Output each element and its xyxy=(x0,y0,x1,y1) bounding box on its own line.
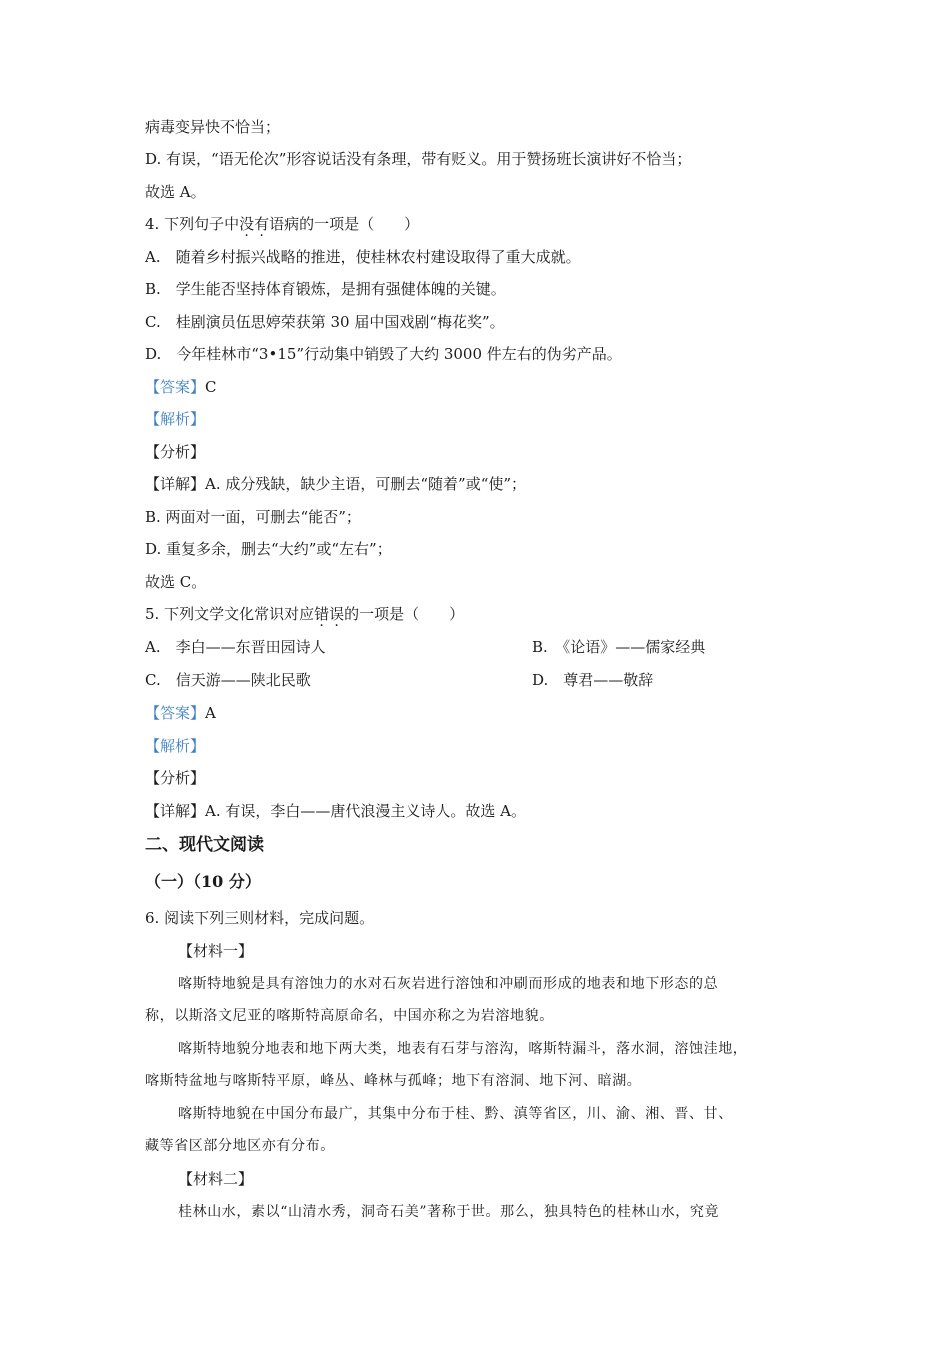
material-text-line: 称，以斯洛文尼亚的喀斯特高原命名，中国亦称之为岩溶地貌。 xyxy=(145,1008,554,1024)
material-text-line: 藏等省区部分地区亦有分布。 xyxy=(145,1138,335,1154)
text-line: 故选 A。 xyxy=(145,183,206,201)
answer-value: A xyxy=(205,704,216,722)
material-text-line: 喀斯特地貌分地表和地下两大类，地表有石芽与溶沟，喀斯特漏斗，落水洞，溶蚀洼地， xyxy=(178,1041,748,1057)
text-line: D. 有误，“语无伦次”形容说话没有条理，带有贬义。用于赞扬班长演讲好不恰当； xyxy=(145,150,692,168)
question-5-option-b: B. 《论语》——儒家经典 xyxy=(532,638,706,656)
question-4-stem: 4. 下列句子中没有语病的一项是（ ） xyxy=(145,215,420,233)
section-heading: 二、现代文阅读 xyxy=(145,835,264,855)
question-5-detail: 【详解】A. 有误，李白——唐代浪漫主义诗人。故选 A。 xyxy=(145,802,526,820)
question-4-option-c: C. 桂剧演员伍思婷荣获第 30 届中国戏剧“梅花奖”。 xyxy=(145,313,505,331)
material-text-line: 喀斯特地貌在中国分布最广，其集中分布于桂、黔、滇等省区，川、渝、湘、晋、甘、 xyxy=(178,1106,733,1122)
answer-label: 【答案】 xyxy=(145,378,206,396)
question-5-option-d: D. 尊君——敬辞 xyxy=(532,671,654,689)
answer-value: C xyxy=(205,378,217,396)
question-5-option-c: C. 信天游——陕北民歌 xyxy=(145,671,311,689)
question-4-option-a: A. 随着乡村振兴战略的推进，使桂林农村建设取得了重大成就。 xyxy=(145,248,581,266)
question-4-conclusion: 故选 C。 xyxy=(145,573,207,591)
question-4-detail: 【详解】A. 成分残缺，缺少主语，可删去“随着”或“使”； xyxy=(145,475,527,493)
question-4-detail: D. 重复多余，删去“大约”或“左右”； xyxy=(145,540,392,558)
question-4-answer xyxy=(145,377,217,397)
material-text-line: 喀斯特地貌是具有溶蚀力的水对石灰岩进行溶蚀和冲刷而形成的地表和地下形态的总 xyxy=(178,976,719,992)
emphasis-dot-char: 误 xyxy=(329,605,345,623)
question-5-stem: 5. 下列文学文化常识对应错误的一项是（ ） xyxy=(145,605,465,623)
question-4-option-d: D. 今年桂林市“3•15”行动集中销毁了大约 3000 件左右的伪劣产品。 xyxy=(145,345,622,363)
material-2-title: 【材料二】 xyxy=(178,1170,254,1188)
material-1-title: 【材料一】 xyxy=(178,942,254,960)
material-text-line: 桂林山水，素以“山清水秀，洞奇石美”著称于世。那么，独具特色的桂林山水，究竟 xyxy=(178,1204,720,1220)
material-text-line: 喀斯特盆地与喀斯特平原，峰丛、峰林与孤峰；地下有溶洞、地下河、暗湖。 xyxy=(145,1073,642,1089)
emphasis-dot-char: 没 xyxy=(239,215,255,233)
text-line: 病毒变异快不恰当； xyxy=(145,118,281,136)
question-4-analysis-label: 【解析】 xyxy=(145,410,206,428)
emphasis-dot-char: 错 xyxy=(314,605,330,623)
question-6-stem: 6. 阅读下列三则材料，完成问题。 xyxy=(145,909,375,927)
emphasis-dot-char: 有 xyxy=(254,215,270,233)
subsection-heading: （一）（10 分） xyxy=(145,872,261,891)
question-5-answer xyxy=(145,703,216,723)
question-5-fenxi-label: 【分析】 xyxy=(145,769,206,787)
question-4-fenxi-label: 【分析】 xyxy=(145,443,206,461)
question-4-detail: B. 两面对一面，可删去“能否”； xyxy=(145,508,361,526)
answer-label: 【答案】 xyxy=(145,704,206,722)
question-5-option-a: A. 李白——东晋田园诗人 xyxy=(145,638,326,656)
question-5-analysis-label: 【解析】 xyxy=(145,737,206,755)
question-4-option-b: B. 学生能否坚持体育锻炼，是拥有强健体魄的关键。 xyxy=(145,280,506,298)
